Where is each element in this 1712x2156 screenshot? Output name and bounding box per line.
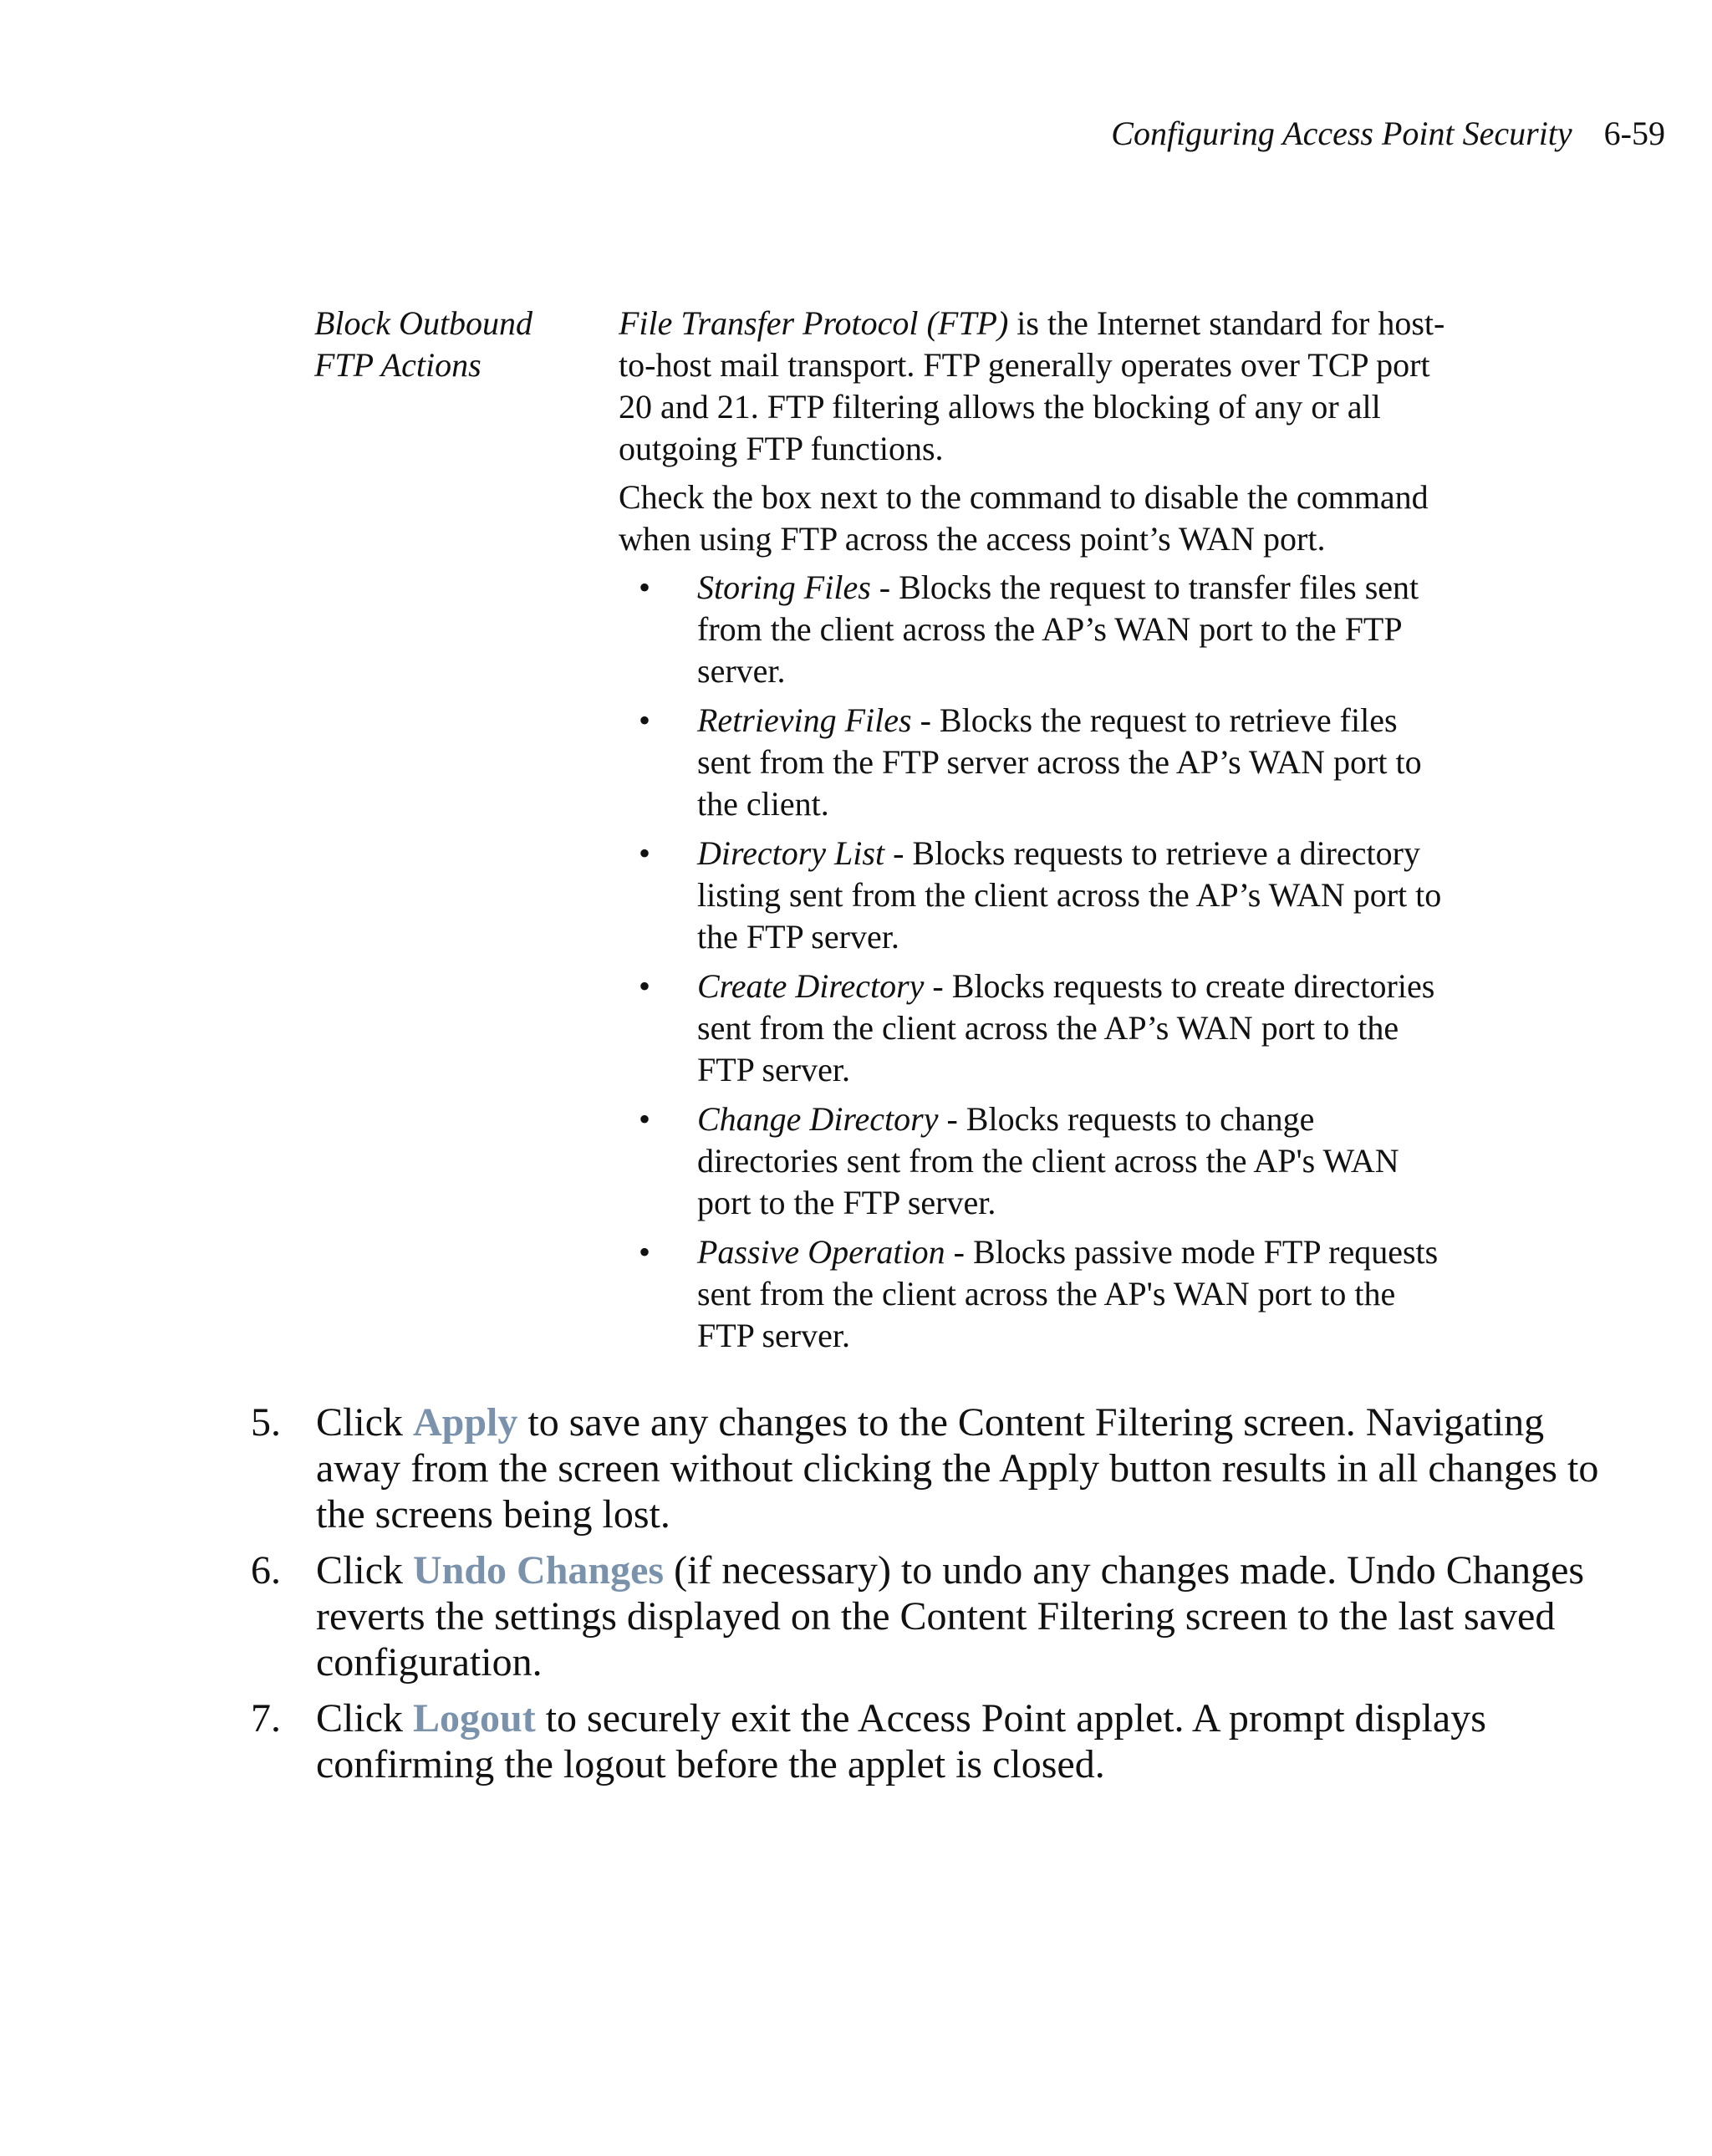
list-item (619, 700, 1455, 825)
item-text: - Blocks requests to create directories sent from the client across the AP’s WAN port to the FTP server. (697, 967, 1435, 1088)
ftp-action-list (619, 567, 1455, 1357)
definition-term (314, 303, 599, 386)
step-number: 5. (251, 1400, 281, 1445)
bullet: • (639, 1100, 651, 1138)
definition-term-line-2: FTP Actions (314, 346, 482, 384)
item-term: Retrieving Files (697, 701, 912, 739)
item-text: - Blocks requests to retrieve a directory listing sent from the client across the AP’s WAN port to the FTP server. (697, 834, 1442, 956)
undo-changes-reference: Undo Changes (413, 1548, 665, 1593)
definition-intro (619, 303, 1455, 470)
intro-term: File Transfer Protocol (FTP) (619, 304, 1009, 342)
list-item (619, 1098, 1455, 1224)
list-item (619, 966, 1455, 1091)
intro-text: is the Internet standard for host-to-host mail transport. FTP generally operates over TCP port 20 and 21. FTP filtering allows the blocking of any or all outgoing FTP functions. (619, 304, 1445, 467)
apply-reference: Apply (413, 1400, 518, 1445)
bullet: • (639, 701, 651, 739)
step-text: to securely exit the Access Point applet. A prompt displays confirming the logout before the applet is closed. (316, 1696, 1486, 1786)
definition-body (619, 303, 1455, 1364)
list-item (619, 1231, 1455, 1357)
logout-reference: Logout (413, 1696, 536, 1741)
list-item (619, 567, 1455, 692)
step-prefix: Click (316, 1696, 413, 1741)
step-prefix: Click (316, 1400, 413, 1445)
item-text: - Blocks the request to retrieve files sent from the FTP server across the AP’s WAN port to the client. (697, 701, 1422, 823)
step-number: 6. (251, 1548, 281, 1593)
step-prefix: Click (316, 1548, 413, 1593)
list-item (619, 833, 1455, 958)
step-number: 7. (251, 1696, 281, 1741)
item-term: Change Directory (697, 1100, 939, 1138)
bullet: • (639, 834, 651, 872)
definition-instruction: Check the box next to the command to disable the command when using FTP across the access point’s WAN port. (619, 478, 1429, 558)
item-term: Storing Files (697, 568, 871, 606)
section-title: Configuring Access Point Security (1111, 115, 1572, 152)
bullet: • (639, 568, 651, 606)
step-item (251, 1695, 1605, 1787)
definition-term-line-1: Block Outbound (314, 304, 533, 342)
step-item (251, 1399, 1605, 1537)
step-item (251, 1547, 1605, 1685)
step-text: to save any changes to the Content Filtering screen. Navigating away from the screen without clicking the Apply button results in all changes to the screens being lost. (316, 1400, 1599, 1537)
item-term: Passive Operation (697, 1233, 945, 1271)
bullet: • (639, 1233, 651, 1271)
procedure-steps (251, 1399, 1605, 1797)
page-number: 6-59 (1603, 115, 1665, 152)
item-text: - Blocks the request to transfer files sent from the client across the AP’s WAN port to the FTP server. (697, 568, 1419, 690)
item-term: Create Directory (697, 967, 925, 1005)
step-text: (if necessary) to undo any changes made. Undo Changes reverts the settings displayed on the Content Filtering screen to the last saved configuration. (316, 1548, 1585, 1685)
bullet: • (639, 967, 651, 1005)
running-header (1111, 114, 1665, 154)
item-text: - Blocks requests to change directories sent from the client across the AP's WAN port to the FTP server. (697, 1100, 1399, 1221)
item-text: - Blocks passive mode FTP requests sent from the client across the AP's WAN port to the FTP server. (697, 1233, 1439, 1354)
item-term: Directory List (697, 834, 885, 872)
